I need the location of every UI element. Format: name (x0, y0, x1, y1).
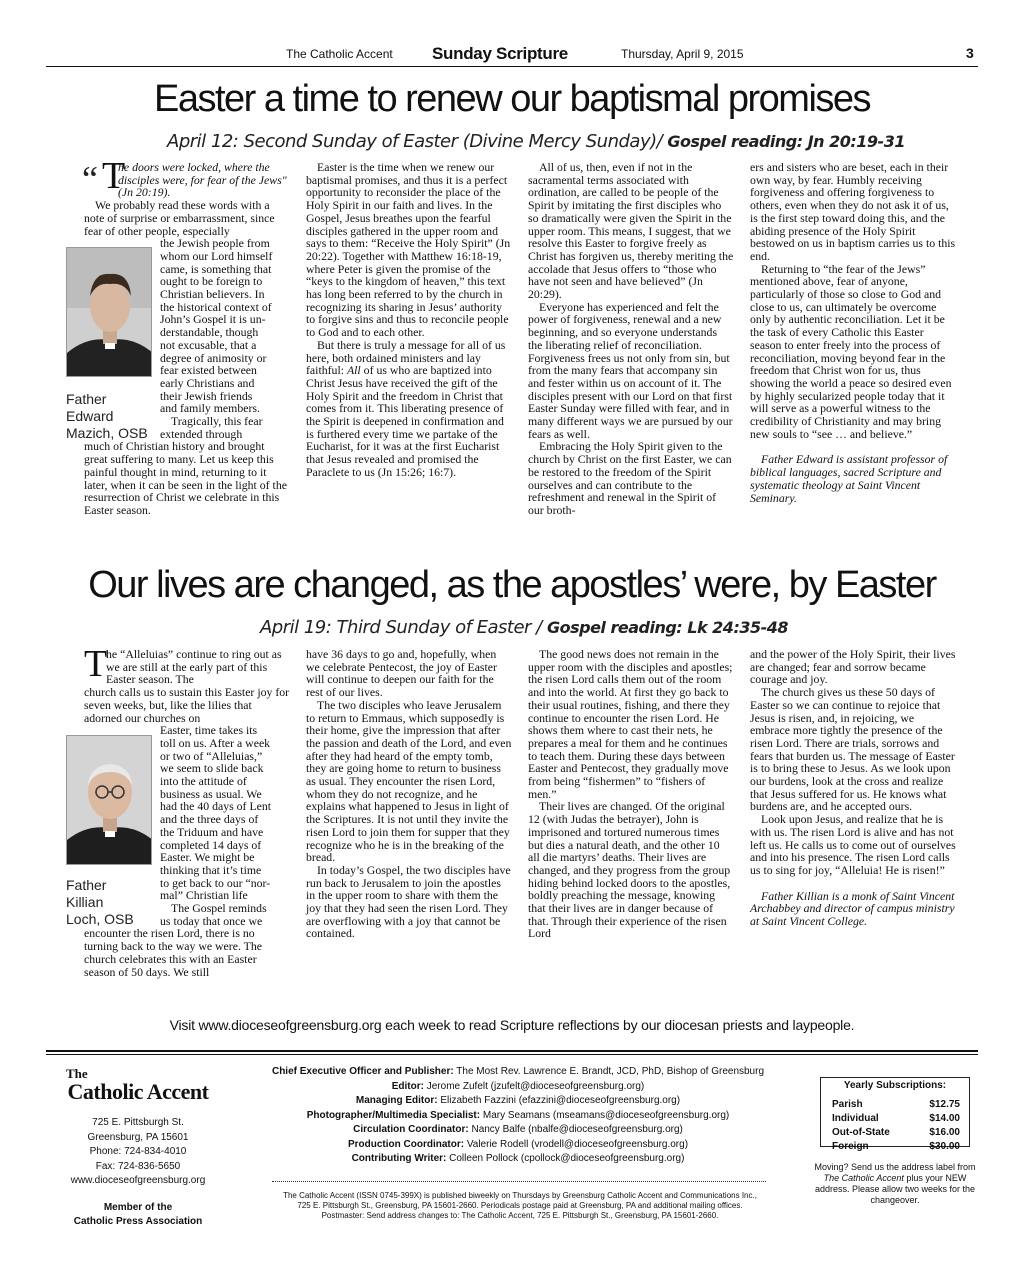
article1-lead: he doors were locked, where the disciples were, for fear of the Jews" (Jn 20:19). (118, 160, 287, 200)
paragraph: Everyone has experienced and felt the power of forgiveness, renewal and a new beginning, and so everyone understands the liberating relief of reconciliation. Forgiveness frees us not only from sin, but from the many fears that accompany sin and fester within us on account of it. The disciples present with our Lord on that first Easter Sunday were filled with fear, and in many different ways we are pursued by our fears as well. (528, 299, 733, 441)
paragraph: have 36 days to go and, hopefully, when we celebrate Pentecost, the joy of Easter will continue to deepen our faith for the rest of our lives. (306, 647, 497, 700)
subscription-price: $14.00 (929, 1112, 960, 1124)
article2-headline: Our lives are changed, as the apostles’ were, by Easter (88, 564, 936, 606)
membership-line: Member of the (103, 1201, 173, 1213)
paragraph: The good news does not remain in the upper room with the disciples and apostles; the risen Lord calls them out of the room and into the world. At first they go back to their usual routines, fishing, and there they continue to encounter the risen Lord. He shows them where to cast their nets, he prepares a meal for them and he continues to teach them. During these days between Easter and Pentecost, they gradually move from being “fishermen” to “fishers of men.” (528, 647, 733, 801)
text-line: whom our Lord himself (160, 248, 273, 263)
article1-column-2 (306, 161, 512, 479)
membership (56, 1201, 220, 1229)
staff-row (264, 1065, 772, 1080)
text-line: The Gospel reminds (171, 901, 267, 916)
text-emphasis: All (346, 363, 361, 378)
subscription-price: $30.00 (929, 1140, 960, 1152)
membership-line: Catholic Press Association (73, 1215, 203, 1227)
text-line: came, is something that (160, 261, 272, 276)
staff-name: The Most Rev. Lawrence E. Brandt, JCD, PhD, Bishop of Greensburg (453, 1066, 765, 1077)
article2-col1-para: church calls us to sustain this Easter joy for seven weeks, but, like the lilies that adorned our churches on (84, 685, 290, 725)
drop-cap: T (84, 643, 108, 685)
text-line: and the three days of (160, 812, 259, 827)
author-caption-killian (66, 877, 134, 928)
text-line: fear existed between (160, 363, 257, 378)
staff-row (264, 1152, 772, 1167)
text-line: Easter, time takes its (160, 723, 258, 738)
article2-col1-rest: encounter the risen Lord, there is no turning back to the way we were. The church celebrates this with an Easter season of 50 days. We still (84, 926, 262, 979)
header-date: Thursday, April 9, 2015 (621, 47, 744, 61)
text-line: into the attitude of (160, 774, 247, 789)
paragraph: The two disciples who leave Jerusalem to return to Emmaus, which supposedly is their home, give the impression that after the passion and death of the Lord, and even after they had heard of the empty tomb, they are going home to return to business as usual. They encounter the risen Lord, whom they do not recognize, and he explains what happened to Jesus in light of the Scriptures. It is not until they invite the risen Lord to join them for supper that they recognize who he is in the breaking of the bread. (306, 697, 512, 865)
text-line: or two of “Alleluias,” (160, 748, 263, 763)
subscriptions-title: Yearly Subscriptions: (843, 1080, 947, 1091)
article2-date-line: April 19: Third Sunday of Easter / (259, 617, 547, 638)
article2-subhead (12, 617, 1024, 638)
text-line: us today that once we (160, 913, 263, 928)
text-line: derstandable, though (160, 325, 259, 340)
caption-line: Killian (66, 894, 104, 910)
author-bio: Father Killian is a monk of Saint Vincent Archabbey and director of campus ministry at Saint Vincent College. (750, 888, 955, 929)
article2-column-3 (528, 648, 734, 940)
caption-line: Father (66, 391, 107, 407)
staff-role: Editor: (391, 1080, 424, 1092)
subscription-price: $12.75 (929, 1098, 960, 1110)
author-photo-killian (66, 735, 152, 865)
staff-name: Nancy Balfe (nbalfe@dioceseofgreensburg.org) (468, 1124, 683, 1135)
paragraph: Look upon Jesus, and realize that he is with us. The risen Lord is alive and has not left us. He calls us to come out of ourselves and into his presence. The risen Lord calls us to sing for joy, “Alleluia! He is risen!” (750, 812, 956, 877)
address-line: 725 E. Pittsburgh St. (92, 1117, 184, 1128)
text-run: Moving? Send us the address label from (814, 1162, 976, 1172)
staff-row (264, 1080, 772, 1095)
staff-role: Managing Editor: (355, 1095, 438, 1106)
article1-col1-para: We probably read these words with a note of surprise or embarrassment, since fear of other people, especially (84, 198, 275, 238)
text-line: Tragically, this fear (171, 414, 263, 429)
article1-column-3 (528, 161, 734, 517)
article1-subhead (24, 131, 1024, 152)
text-line: thinking that it’s time (160, 862, 262, 877)
subscription-label: Parish (832, 1098, 863, 1110)
author-photo-edward (66, 247, 152, 377)
paragraph: Easter is the time when we renew our baptismal promises, and thus it is a perfect opportunity to reconsider the place of the Holy Spirit in our faith and lives. In the Gospel, Jesus breathes upon the fearful disciples gathered in the upper room and says to them: “Receive the Holy Spirit” (Jn 20:22). Together with Matthew 16:18-19, where Peter is given the promise of the “keys to the kingdom of heaven,” this text has long been referred to by the church in recognizing its sharing in Jesus’ authority to forgive sins and thus to reconcile people to God and to each other. (306, 160, 511, 340)
staff-name: Valerie Rodell (vrodell@dioceseofgreensburg.org) (464, 1138, 689, 1150)
text-line: Easter. We might be (160, 850, 255, 865)
phone: Phone: 724-834-4010 (89, 1146, 187, 1157)
page-number: 3 (966, 45, 974, 61)
text-run: plus your NEW address. Please allow two weeks for the changeover. (814, 1173, 976, 1205)
subscription-row (832, 1125, 960, 1139)
staff-list (264, 1065, 772, 1167)
paragraph: Embracing the Holy Spirit given to the church by Christ on the first Easter, we can be restored to the freedom of the Spirit ourselves and can contribute to the refreshment and renewal in the Spirit of our broth- (528, 439, 732, 517)
text-line: degree of animosity or (160, 350, 267, 365)
header-publication: The Catholic Accent (286, 47, 393, 61)
subscription-label: Foreign (832, 1140, 869, 1152)
staff-name: Colleen Pollock (cpollock@dioceseofgreensburg.org) (446, 1153, 685, 1164)
text-line: extended through (160, 426, 243, 441)
article2-column-2 (306, 648, 512, 940)
dotted-divider (272, 1181, 766, 1182)
masthead (56, 1067, 220, 1229)
text-line: early Christians and (160, 375, 255, 390)
text-line: the Jewish people from (160, 236, 270, 251)
page-header (0, 44, 1024, 66)
text-line: and family members. (160, 401, 260, 416)
article1-gospel: Gospel reading: Jn 20:19-31 (667, 132, 905, 151)
subscription-row (832, 1111, 960, 1125)
text-emphasis: The Catholic Accent (823, 1173, 904, 1183)
article1-column-4 (750, 161, 956, 504)
article2-lead: he “Alleluias” continue to ring out as we are still at the early part of this Easter season. The (106, 647, 282, 687)
staff-row (264, 1138, 772, 1153)
open-quote-glyph: “ (82, 159, 98, 199)
staff-role: Photographer/Multimedia Specialist: (306, 1109, 481, 1121)
text-run: But there is truly a message for all of us here, both ordained ministers and lay faithful: (306, 337, 506, 378)
masthead-rule-thin (46, 1054, 978, 1055)
staff-name: Elizabeth Fazzini (efazzini@dioceseofgreensburg.org) (437, 1095, 681, 1106)
paragraph: All of us, then, even if not in the sacramental terms associated with ordination, are called to be people of the Spirit by imitating the first disciples who so dramatically were given the Spirit in the upper room. This means, I suggest, that we resolve this Easter to forgive freely as Christ has forgiven us, thereby meriting the accolade that Jesus offers to “those who have not seen and have believed” (Jn 20:29). (528, 160, 734, 302)
caption-line: Loch, OSB (66, 911, 134, 927)
paragraph: Returning to “the fear of the Jews” mentioned above, fear of anyone, particularly of those so close to God and close to us, can ultimately be overcome only by authentic reconciliation. Let it be the task of every Catholic this Easter season to enter freely into the process of reconciliation, moving beyond fear in the freedom that Christ won for us, thus showing the world a peace so desired even by highly secularized people today that it will serve as a powerful witness to the credibility of Christianity and may bring new souls to “see … and believe.” (750, 261, 952, 441)
masthead-rule (46, 1050, 978, 1052)
author-bio: Father Edward is assistant professor of biblical languages, sacred Scripture and systematic theology at Saint Vincent Seminary. (750, 452, 948, 505)
paragraph: Their lives are changed. Of the original 12 (with Judas the betrayer), John is imprisoned and tortured numerous times but dies a natural death, and the other 10 all die martyrs’ deaths. Their lives are changed, and they progress from the group hiding behind locked doors to the apostles, boldly preaching the message, knowing that their lives are in danger because of that. Through their experience of the risen Lord (528, 799, 731, 941)
text-line: we seem to slide back (160, 761, 264, 776)
article1-headline: Easter a time to renew our baptismal promises (153, 78, 871, 120)
staff-row (264, 1109, 772, 1124)
header-section: Sunday Scripture (432, 44, 568, 63)
legal-notice: The Catholic Accent (ISSN 0745-399X) is published biweekly on Thursdays by Greensburg Catholic Accent and Communications Inc., 725 E. Pittsburgh St., Greensburg, PA 15601-2660. Periodicals postage paid at Greensburg, PA and additional mailing offices. Postmaster: Send address changes to: The Catholic Accent, 725 E. Pittsburgh St., Greensburg, PA 15601-2660. (283, 1191, 757, 1220)
text-run: of us who are baptized into Christ Jesus have received the gift of the Holy Spirit and the freedom in Christ that comes from it. This liberating presence of the Spirit is deepened in confirmation and is furthered every time we partake of the Eucharist, for it was at the first Eucharist that Jesus revealed and promised the Paraclete to us (Jn 15:26; 16:7). (306, 363, 504, 479)
subscription-label: Individual (832, 1112, 879, 1124)
text-line: had the 40 days of Lent (160, 799, 272, 814)
masthead-the: The (66, 1066, 88, 1081)
text-line: not excusable, that a (160, 337, 257, 352)
subscription-label: Out-of-State (832, 1126, 890, 1138)
article2-wrap-text (160, 724, 290, 927)
text-line: their Jewish friends (160, 388, 253, 403)
author-caption-edward (66, 391, 148, 442)
visit-website-line: Visit www.dioceseofgreensburg.org each week to read Scripture reflections by our diocesan priests and laypeople. (169, 1017, 855, 1033)
paragraph: The church gives us these 50 days of Easter so we can continue to rejoice that Jesus is risen, and, in rejoicing, we embrace more tightly the presence of the risen Lord. There are trials, sorrows and fears that burden us. The message of Easter is to bring these to Jesus. As we look upon our burdens, look at the cross and realize that Jesus suffered for us. He knows what burdens are, and he accepted ours. (750, 685, 955, 814)
caption-line: Edward (66, 408, 114, 424)
staff-name: Jerome Zufelt (jzufelt@dioceseofgreensburg.org) (423, 1080, 645, 1092)
masthead-logo: Catholic Accent (67, 1079, 209, 1104)
text-line: the historical context of (160, 299, 272, 314)
text-line: Christian believers. In (160, 287, 265, 302)
fax: Fax: 724-836-5650 (95, 1160, 181, 1172)
header-rule (46, 66, 978, 67)
text-line: business as usual. We (160, 786, 262, 801)
subscriptions-table (832, 1097, 960, 1153)
paragraph: ers and sisters who are beset, each in their own way, by fear. Humbly receiving forgiveness and offering forgiveness to others, even when they do not ask it of us, is the first step toward doing this, and the abiding presence of the Holy Spirit bestowed on us in baptism carries us to this end. (750, 160, 956, 263)
staff-name: Mary Seamans (mseamans@dioceseofgreensburg.org) (480, 1109, 730, 1121)
text-line: ought to be foreign to (160, 274, 263, 289)
article1-col1-rest: much of Christian history and brought great suffering to many. Let us keep this painful thought in mind, returning to it later, when it can be seen in the light of the resurrection of Christ we celebrate in this Easter season. (84, 439, 287, 517)
address-line: Greensburg, PA 15601 (87, 1131, 189, 1143)
text-line: toll on us. After a week (160, 735, 271, 750)
article2-gospel: Gospel reading: Lk 24:35-48 (546, 618, 789, 637)
text-line: to get back to our “nor- (160, 875, 271, 890)
caption-line: Mazich, OSB (66, 425, 148, 441)
text-line: mal” Christian life (160, 888, 248, 903)
staff-role: Production Coordinator: (347, 1138, 465, 1150)
staff-row (264, 1123, 772, 1138)
subscription-row (832, 1097, 960, 1111)
article1-wrap-text (160, 237, 290, 440)
subscription-row (832, 1139, 960, 1153)
drop-cap: T (102, 155, 126, 197)
article1-date-line: April 12: Second Sunday of Easter (Divine Mercy Sunday)/ (167, 131, 668, 152)
website: www.dioceseofgreensburg.org (70, 1175, 206, 1186)
subscription-price: $16.00 (929, 1126, 960, 1138)
staff-row (264, 1094, 772, 1109)
moving-notice (812, 1162, 978, 1206)
text-line: the Triduum and have (160, 824, 264, 839)
staff-role: Contributing Writer: (351, 1153, 447, 1164)
staff-role: Circulation Coordinator: (353, 1124, 469, 1135)
text-line: John’s Gospel it is un- (160, 312, 266, 327)
paragraph: In today’s Gospel, the two disciples have run back to Jerusalem to join the apostles in the upper room to share with them the joy that they had seen the risen Lord. They are overflowing with a joy that cannot be contained. (306, 862, 511, 941)
staff-role: Chief Executive Officer and Publisher: (271, 1066, 454, 1077)
article2-column-4 (750, 648, 956, 928)
paragraph (306, 339, 512, 479)
caption-line: Father (66, 877, 107, 893)
text-line: completed 14 days of (160, 837, 262, 852)
paragraph: and the power of the Holy Spirit, their lives are changed; fear and sorrow became courage and joy. (750, 647, 956, 687)
